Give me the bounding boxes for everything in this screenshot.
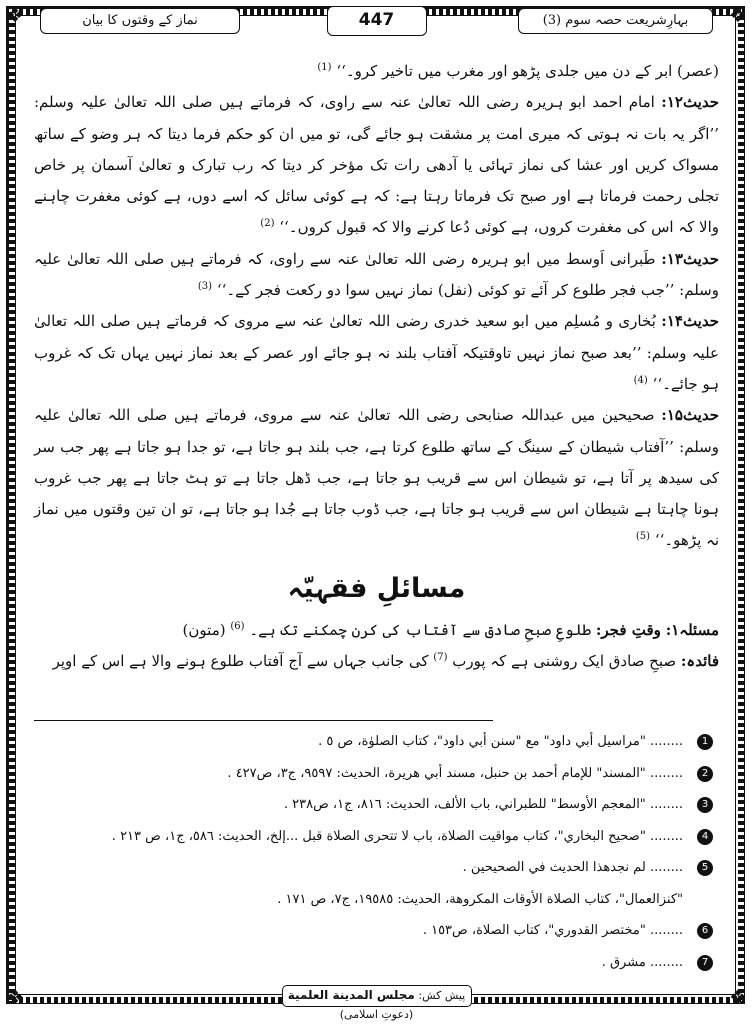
intro-text: (عصر) ابر کے دن میں جلدی پڑھو اور مغرب میں تاخیر کرو۔‘‘ bbox=[336, 62, 719, 80]
leader-dots: ........ bbox=[649, 860, 683, 875]
footnote-ref: (2) bbox=[260, 218, 275, 230]
faida-text: صبحِ صادق ایک روشنی ہے کہ پورب bbox=[452, 652, 677, 671]
corner-ornament-icon: ❖ bbox=[729, 3, 747, 27]
footnote-item bbox=[34, 758, 713, 790]
footnote-divider bbox=[34, 720, 493, 721]
hadith-text: بُخاری و مُسلِم میں ابو سعید خدری رضی اللہ تعالیٰ عنہ سے مروی کہ فرماتے ہیں صلی اللہ تعالیٰ علیہ وسلم: ’’بعد صبح نماز نہیں تاوقتیکہ آفتاب بلند نہ ہو جائے اور عصر کے بعد نماز نہیں یہاں تک کہ غروب ہو جائے۔‘‘ bbox=[34, 312, 719, 393]
masala-text: طلوعِ صبحِ صادق سے آفتاب کی کرن چمکنے تک ہے۔ bbox=[249, 620, 592, 639]
corner-ornament-icon: ❖ bbox=[729, 985, 747, 1009]
footnote-number: 7 bbox=[697, 955, 713, 971]
leader-dots: ........ bbox=[649, 765, 683, 781]
footnote-item bbox=[34, 726, 713, 758]
hadith-label: حدیث۱۳: bbox=[661, 249, 719, 268]
masala-source: (متون) bbox=[182, 620, 226, 639]
main-text bbox=[34, 56, 719, 677]
publisher-org: (دعوتِ اسلامی) bbox=[339, 1008, 414, 1021]
faida-label: فائدہ: bbox=[680, 652, 719, 671]
masala-label: مسئلہ۱: bbox=[665, 620, 719, 639]
footnote-text: مشرق . bbox=[601, 954, 646, 970]
footnote-text: "المعجم الأوسط" للطبراني، باب الألف، الحديث: ٨١٦، ج١، ص٢٣٨ . bbox=[283, 797, 646, 812]
footnotes bbox=[34, 726, 713, 978]
book-title: بہارِشریعت حصہ سوم (3) bbox=[518, 8, 713, 34]
page-number: 447 bbox=[327, 6, 427, 36]
footnote-item bbox=[34, 789, 713, 821]
footnote-number: 4 bbox=[697, 829, 713, 845]
hadith-label: حدیث۱۲: bbox=[661, 93, 719, 112]
leader-dots: ........ bbox=[649, 923, 683, 938]
hadith-text: امام احمد ابو ہریرہ رضی اللہ تعالیٰ عنہ سے راوی، کہ فرماتے ہیں صلی اللہ تعالیٰ علیہ وسلم: ’’اگر یہ بات نہ ہوتی کہ میری امت پر مشقت ہو جائے گی، تو میں ان کو حکم فرما دیتا کہ ہر وضو کے ساتھ مسواک کریں اور عشا کی نماز تہائی یا آدھی رات تک مؤخر کر دیتا کہ رب تبارک و تعالیٰ آسمان پر خاص تجلی رحمت فرماتا ہے اور صبح تک فرماتا رہتا ہے: کہ ہے کوئی سائل کہ اسے دوں، ہے کوئی مغفرت چاہنے والا کہ اس کی مغفرت کروں، ہے کوئی دُعا کرنے والا کہ قبول کروں۔‘‘ bbox=[34, 93, 719, 237]
leader-dots: ........ bbox=[649, 954, 683, 970]
footnote-item bbox=[34, 915, 713, 947]
hadith-14 bbox=[34, 306, 719, 400]
hadith-text: صحیحین میں عبداللہ صنابحی رضی اللہ تعالیٰ عنہ سے مروی، فرماتے ہیں صلی اللہ تعالیٰ علیہ وسلم: ’’آفتاب شیطان کے سینگ کے ساتھ طلوع کرتا ہے، جب بلند ہو جاتا ہے، تو جدا ہو جاتا ہے پھر جب سر کی سیدھ پر آتا ہے، تو شیطان اس سے قریب ہو جاتا ہے، جب ڈھل جاتا ہے تو ہٹ جاتا ہے پھر جب غروب ہونا چاہتا ہے شیطان اس سے قریب ہو جاتا ہے، جب ڈوب جاتا ہے جُدا ہو جاتا ہے، تو ان تین وقتوں میں نماز نہ پڑھو۔‘‘ bbox=[34, 406, 719, 550]
footnote-number: 1 bbox=[697, 734, 713, 750]
hadith-label: حدیث۱۴: bbox=[661, 312, 719, 331]
page-header bbox=[40, 4, 713, 34]
footnote-text: "مراسيل أبي داود" مع "سنن أبي داود"، كتاب الصلوٰة، ص ٥ . bbox=[318, 734, 646, 749]
hadith-12 bbox=[34, 87, 719, 243]
faida bbox=[34, 646, 719, 677]
footnote-ref: (5) bbox=[635, 531, 651, 543]
footnote-text: "المسند" للإمام أحمد بن حنبل، مسند أبي هريرة، الحديث: ٩٥٩٧، ج٣، ص٤٢٧ . bbox=[227, 765, 646, 781]
publisher-name: مجلس المدينة العلمية bbox=[287, 988, 415, 1002]
chapter-title: نماز کے وقتوں کا بیان bbox=[40, 8, 240, 34]
footnote-item-continued bbox=[34, 884, 713, 916]
hadith-13 bbox=[34, 244, 719, 307]
footnote-number: 5 bbox=[697, 860, 713, 876]
faida-text-cont: کی جانب جہاں سے آج آفتاب طلوع ہونے والا ہے اس کے اوپر bbox=[52, 652, 429, 671]
leader-dots: ........ bbox=[649, 734, 683, 749]
footer-prefix: پیش کش: bbox=[418, 989, 466, 1002]
footnote-text: "مختصر القدوري"، كتاب الصلاة، ص١٥٣ . bbox=[422, 923, 646, 938]
masala-1 bbox=[34, 615, 719, 646]
footnote-item bbox=[34, 947, 713, 979]
corner-ornament-icon: ❖ bbox=[6, 985, 24, 1009]
leader-dots: ........ bbox=[649, 828, 683, 844]
footnote-text: "كنزالعمال"، كتاب الصلاة الأوقات المكروهة، الحديث: ١٩٥٨٥، ج٧، ص ١٧١ . bbox=[277, 891, 683, 907]
footnote-ref: (1) bbox=[317, 62, 332, 73]
section-heading: مسائلِ فقہیّہ bbox=[287, 572, 466, 604]
leader-dots: ........ bbox=[649, 797, 683, 812]
border-ornament-left bbox=[9, 12, 15, 1000]
footnote-text: لم نجدهذا الحديث في الصحيحين . bbox=[462, 860, 646, 875]
footnote-text: "صحيح البخاري"، كتاب مواقيت الصلاة، باب لا تتحرى الصلاة قبل ...إلخ، الحديث: ٥٨٦، ج١، ص ٢١٣ . bbox=[111, 828, 646, 844]
corner-ornament-icon: ❖ bbox=[6, 3, 24, 27]
footnote-ref: (6) bbox=[230, 620, 245, 632]
footnote-number: 2 bbox=[697, 766, 713, 782]
footnote-number: 3 bbox=[697, 797, 713, 813]
footnote-item bbox=[34, 821, 713, 853]
hadith-label: حدیث۱۵: bbox=[661, 406, 719, 425]
paragraph-intro bbox=[34, 56, 719, 87]
hadith-text: طَبرانی اَوسط میں ابو ہریرہ رضی اللہ تعالیٰ عنہ سے راوی، کہ فرماتے ہیں صلی اللہ تعالیٰ علیہ وسلم: ’’جب فجر طلوع کر آئے تو کوئی (نفل) نماز نہیں سوا دو رکعت فجر کے۔‘‘ bbox=[34, 249, 719, 300]
footnote-item bbox=[34, 852, 713, 884]
page-footer bbox=[282, 985, 472, 1021]
footnote-ref: (7) bbox=[433, 652, 448, 664]
border-ornament-right bbox=[738, 12, 744, 1000]
hadith-15 bbox=[34, 400, 719, 556]
footnote-ref: (3) bbox=[197, 281, 213, 293]
masala-term: وقتِ فجر: bbox=[595, 620, 661, 639]
footnote-number: 6 bbox=[697, 923, 713, 939]
footnote-ref: (4) bbox=[633, 374, 648, 386]
